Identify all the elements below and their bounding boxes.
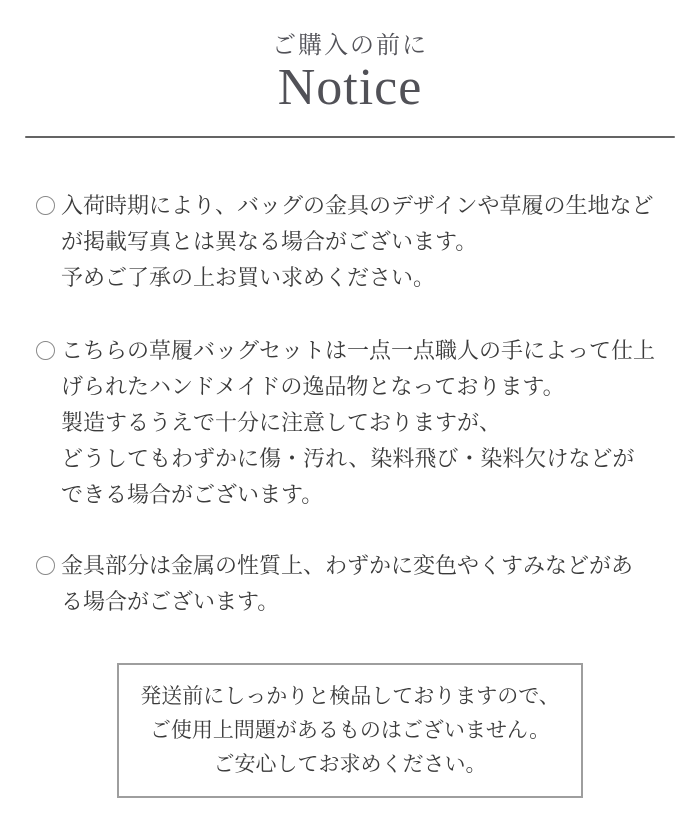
assurance-box (117, 663, 583, 798)
circle-bullet-icon (36, 196, 55, 215)
page-header (0, 0, 700, 114)
notice-line: 金具部分は金属の性質上、わずかに変色やくすみなどがあ (61, 553, 634, 578)
header-divider (25, 136, 675, 138)
notice-list (0, 188, 700, 620)
notice-item-metal (36, 548, 700, 620)
notice-item-stock (36, 188, 700, 296)
notice-line: る場合がございます。 (61, 589, 280, 614)
notice-line: できる場合がございます。 (61, 482, 324, 507)
page-title: Notice (277, 59, 423, 116)
notice-line: げられたハンドメイドの逸品物となっております。 (61, 374, 565, 399)
assurance-line: ご安心してお求めください。 (213, 753, 487, 776)
notice-line: こちらの草履バッグセットは一点一点職人の手によって仕上 (61, 338, 656, 363)
header-subtitle: ご購入の前に (272, 33, 428, 59)
assurance-line: 発送前にしっかりと検品しておりますので、 (140, 685, 560, 708)
notice-line: が掲載写真とは異なる場合がございます。 (61, 229, 478, 254)
circle-bullet-icon (36, 341, 55, 360)
notice-item-handmade (36, 333, 700, 513)
notice-line: 入荷時期により、バッグの金具のデザインや草履の生地など (61, 193, 654, 218)
notice-line: どうしてもわずかに傷・汚れ、染料飛び・染料欠けなどが (61, 446, 635, 471)
notice-line: 製造するうえで十分に注意しておりますが、 (61, 410, 502, 435)
notice-text (61, 548, 700, 620)
circle-bullet-icon (36, 556, 55, 575)
notice-line: 予めご了承の上お買い求めください。 (61, 265, 436, 290)
notice-text (61, 188, 700, 296)
notice-text (61, 333, 700, 513)
assurance-line: ご使用上問題があるものはございません。 (149, 719, 551, 742)
